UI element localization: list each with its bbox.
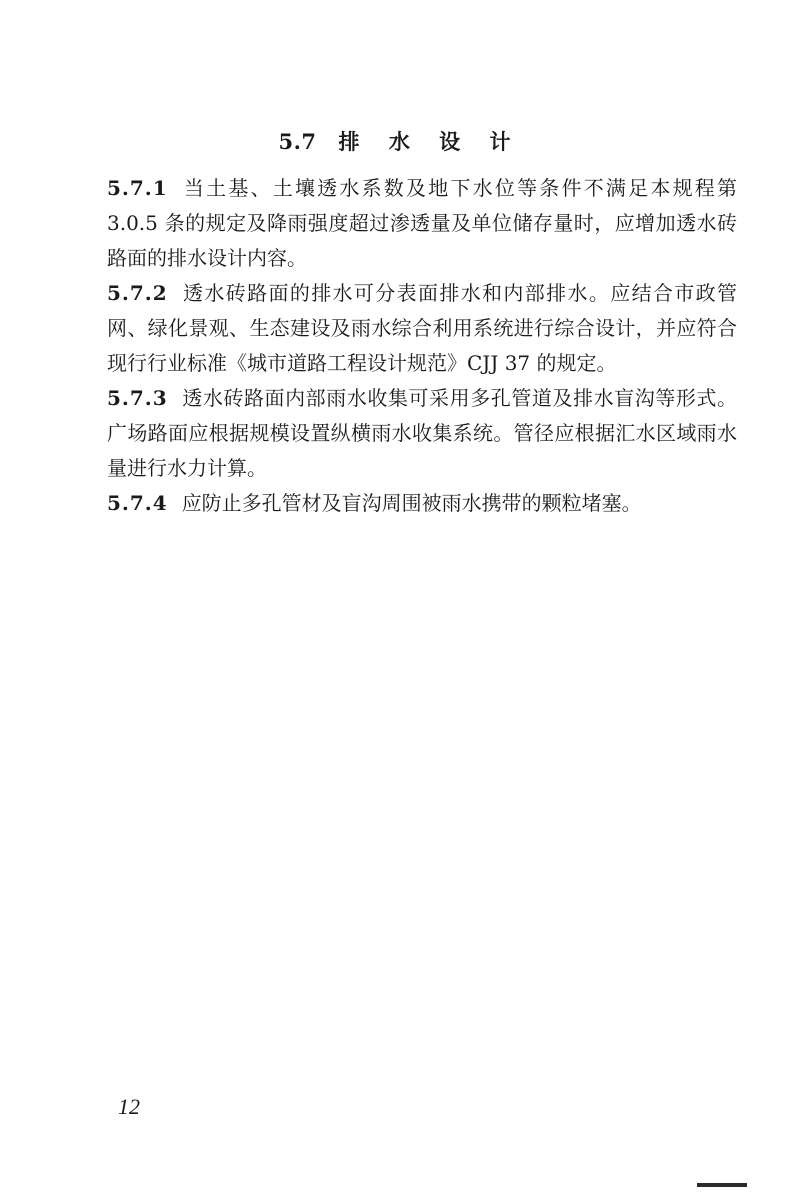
clause-5-7-1 <box>107 171 737 276</box>
clause-number: 5.7.1 <box>107 176 168 200</box>
page-number: 12 <box>118 1094 140 1119</box>
clause-5-7-3 <box>107 381 737 486</box>
clause-5-7-4 <box>107 486 737 521</box>
section-heading <box>0 126 800 156</box>
clause-number: 5.7.2 <box>107 281 168 305</box>
clause-list <box>107 171 737 521</box>
clause-number: 5.7.3 <box>107 386 168 410</box>
clause-text: 应防止多孔管材及盲沟周围被雨水携带的颗粒堵塞。 <box>181 491 642 515</box>
clause-text: 透水砖路面的排水可分表面排水和内部排水。应结合市政管网、绿化景观、生态建设及雨水综合利用系统进行综合设计，并应符合现行行业标准《城市道路工程设计规范》CJJ 37 的规定。 <box>107 281 737 375</box>
clause-text: 当土基、土壤透水系数及地下水位等条件不满足本规程第 3.0.5 条的规定及降雨强度超过渗透量及单位储存量时，应增加透水砖路面的排水设计内容。 <box>107 176 737 270</box>
clause-text: 透水砖路面内部雨水收集可采用多孔管道及排水盲沟等形式。广场路面应根据规模设置纵横雨水收集系统。管径应根据汇水区域雨水量进行水力计算。 <box>107 386 737 480</box>
clause-number: 5.7.4 <box>107 491 168 515</box>
section-number: 5.7 <box>278 129 317 154</box>
clause-5-7-2 <box>107 276 737 381</box>
section-title: 排 水 设 计 <box>338 129 522 154</box>
scan-edge-mark <box>697 1183 747 1187</box>
